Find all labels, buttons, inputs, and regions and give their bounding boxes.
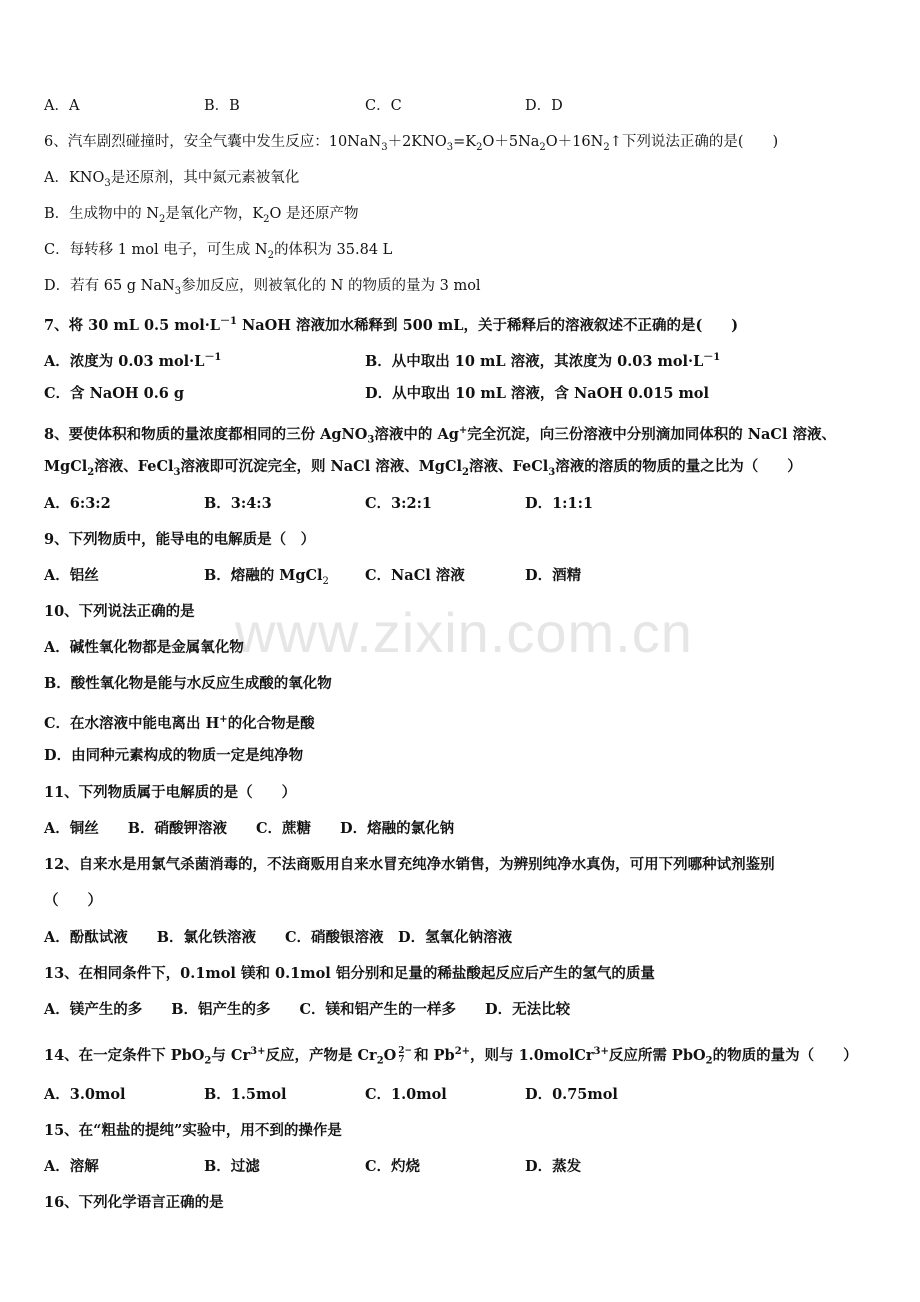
q14-option-d: D．0.75mol (525, 1086, 618, 1103)
q6-option-a: A．$KNO_3$是还原剂，其中氮元素被氧化 (44, 170, 300, 189)
q6-stem: 6、汽车剧烈碰撞时，安全气囊中发生反应：$10NaN_3+2KNO_3=K_2O+5Na_2O+16N_2↑$下列说法正确的是( ) (44, 134, 779, 153)
q6-option-b: B．生成物中的 $N_2$是氧化产物，$K_2O$ 是还原产物 (44, 206, 359, 225)
q8-stem-line2: MgCl$_2$溶液、FeCl$_3$溶液即可沉淀完全，则 NaCl 溶液、MgCl$_2$溶液、FeCl$_3$溶液的溶质的物质的量之比为（ ） (44, 458, 802, 478)
q15-option-d: D．蒸发 (525, 1158, 582, 1175)
q12-stem: 12、自来水是用氯气杀菌消毒的，不法商贩用自来水冒充纯净水销售，为辨别纯净水真伪，可用下列哪种试剂鉴别 (44, 856, 775, 873)
q9-option-d: D．酒精 (525, 567, 582, 584)
q9-stem: 9、下列物质中，能导电的电解质是（ ） (44, 531, 316, 548)
q5-option-a: A．A (44, 98, 80, 114)
q14-stem: 14、在一定条件下 PbO$_2$与 $Cr^{3+}$反应，产物是 $Cr_2O$ 2− 7 和 $Pb^{2+}$，则与 1.0molCr$^{3+}$反应所需 PbO$_2$的物质的量为（ ） (44, 1045, 858, 1067)
q9-option-b: B．熔融的 MgCl$_2$ (204, 567, 329, 587)
q14-option-c: C．1.0mol (365, 1086, 447, 1103)
q10-option-a: A．碱性氧化物都是金属氧化物 (44, 639, 244, 656)
q15-option-a: A．溶解 (44, 1158, 99, 1175)
q5-option-b: B．B (204, 98, 240, 114)
q13-stem: 13、在相同条件下，0.1mol 镁和 0.1mol 铝分别和足量的稀盐酸起反应后产生的氢气的质量 (44, 965, 655, 982)
q7-option-b: B．从中取出 10 mL 溶液，其浓度为 0.03 $mol\cdot L^{-1}$ (365, 352, 721, 370)
q9-option-a: A．铝丝 (44, 567, 99, 584)
q7-stem: 7、将 30 mL 0.5 $mol\cdot L^{-1}$ NaOH 溶液加水稀释到 500 mL，关于稀释后的溶液叙述不正确的是( ) (44, 316, 739, 334)
q14-option-b: B．1.5mol (204, 1086, 287, 1103)
q10-option-c: C．在水溶液中能电离出 H+的化合物是酸 (44, 714, 315, 732)
q11-stem: 11、下列物质属于电解质的是（ ） (44, 784, 297, 801)
q5-option-c: C．C (365, 98, 402, 114)
q8-option-b: B．3:4:3 (204, 495, 272, 512)
q10-stem: 10、下列说法正确的是 (44, 603, 195, 620)
q6-option-d: D．若有 65 g NaN$_3$参加反应，则被氧化的 N 的物质的量为 3 mol (44, 278, 481, 297)
q14-option-a: A．3.0mol (44, 1086, 126, 1103)
q13-options: A．镁产生的多 B．铝产生的多 C．镁和铝产生的一样多 D．无法比较 (44, 1001, 571, 1018)
q15-stem: 15、在“粗盐的提纯”实验中，用不到的操作是 (44, 1122, 342, 1139)
q10-option-d: D．由同种元素构成的物质一定是纯净物 (44, 747, 304, 764)
q12-options: A．酚酞试液 B．氯化铁溶液 C．硝酸银溶液 D．氢氧化钠溶液 (44, 929, 513, 946)
q8-option-a: A．6:3:2 (44, 495, 111, 512)
q7-option-a: A．浓度为 0.03 $mol\cdot L^{-1}$ (44, 352, 222, 370)
q7-option-c: C．含 NaOH 0.6 g (44, 385, 185, 402)
q10-option-b: B．酸性氧化物是能与水反应生成酸的氧化物 (44, 675, 332, 692)
q16-stem: 16、下列化学语言正确的是 (44, 1194, 224, 1211)
q5-option-d: D．D (525, 98, 563, 114)
q8-stem-line1: 8、要使体积和物质的量浓度都相同的三份 AgNO$_3$溶液中的 Ag+完全沉淀，向三份溶液中分别滴加同体积的 NaCl 溶液、 (44, 425, 837, 446)
q15-option-c: C．灼烧 (365, 1158, 421, 1175)
q11-options: A．铜丝 B．硝酸钾溶液 C．蔗糖 D．熔融的氯化钠 (44, 820, 455, 837)
q8-option-c: C．3:2:1 (365, 495, 433, 512)
q15-option-b: B．过滤 (204, 1158, 260, 1175)
q8-option-d: D．1:1:1 (525, 495, 594, 512)
q12-answer-paren: （ ） (44, 892, 102, 909)
q9-option-c: C．NaCl 溶液 (365, 567, 465, 584)
q7-option-d: D．从中取出 10 mL 溶液，含 NaOH 0.015 mol (365, 385, 709, 402)
q6-option-c: C．每转移 1 mol 电子，可生成 $N_2$的体积为 35.84 L (44, 242, 393, 261)
watermark: www.zixin.com.cn (235, 601, 693, 664)
